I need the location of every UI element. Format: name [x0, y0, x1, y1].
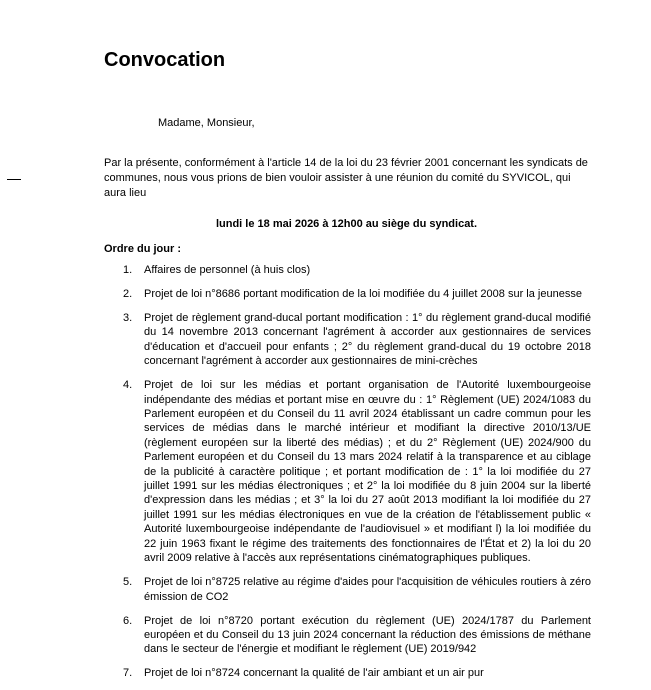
agenda-item-number: 3.	[123, 312, 133, 324]
agenda-item-number: 6.	[123, 614, 133, 627]
agenda-item	[104, 614, 591, 657]
agenda-item	[104, 287, 591, 301]
agenda-list	[104, 263, 591, 690]
agenda-item-text: Projet de loi n°8720 portant exécution du règlement (UE) 2024/1787 du Parlement européen et du Conseil du 13 juin 2024 concernant la réduction des émissions de méthane dans le secteur de l'énergie et modifiant le règlement (UE) 2019/942	[144, 614, 591, 656]
meeting-date: lundi le 18 mai 2026 à 12h00 au siège du syndicat.	[215, 218, 478, 230]
margin-mark	[7, 179, 21, 180]
agenda-item	[104, 575, 591, 604]
agenda-item-text: Affaires de personnel (à huis clos)	[144, 264, 311, 276]
agenda-item	[104, 666, 591, 680]
agenda-item-number: 4.	[123, 379, 133, 392]
agenda-item-number: 1.	[123, 264, 133, 276]
agenda-heading: Ordre du jour :	[104, 243, 181, 255]
agenda-item-number: 7.	[123, 667, 133, 680]
agenda-item-number: 5.	[123, 576, 133, 589]
agenda-item	[104, 311, 591, 369]
agenda-item	[104, 378, 591, 565]
agenda-item-text: Projet de loi n°8724 concernant la qualité de l'air ambiant et un air pur	[144, 667, 484, 680]
agenda-item-number: 2.	[123, 288, 133, 300]
intro-paragraph: Par la présente, conformément à l'article 14 de la loi du 23 février 2001 concernant les syndicats de communes, nous vous prions de bien vouloir assister à une réunion du comité du SYVICOL, qui aura lieu	[104, 157, 588, 199]
agenda-item-text: Projet de règlement grand-ducal portant modification : 1° du règlement grand-ducal modifié du 14 novembre 2013 concernant l'agrément à accorder aux gestionnaires de services d'éducation et d'accueil pour enfants ; 2° du règlement grand-ducal du 19 octobre 2018 concernant l'agrément à accorder aux gestionnaires de mini-crèches	[144, 312, 591, 368]
document-title: Convocation	[104, 49, 226, 71]
agenda-item-text: Projet de loi n°8725 relative au régime d'aides pour l'acquisition de véhicules routiers à zéro émission de CO2	[144, 576, 591, 603]
agenda-item-text: Projet de loi n°8686 portant modification de la loi modifiée du 4 juillet 2008 sur la jeunesse	[144, 288, 582, 300]
salutation: Madame, Monsieur,	[158, 117, 255, 129]
agenda-item-text: Projet de loi sur les médias et portant organisation de l'Autorité luxembourgeoise indépendante des médias et portant mise en œuvre du : 1° Règlement (UE) 2024/1083 du Parlement européen et du Conseil du 11 avril 2024 établissant un cadre commun pour les services de médias dans le marché intérieur et modifiant la directive 2010/13/UE (règlement européen sur la liberté des médias) ; et du 2° Règlement (UE) 2024/900 du Parlement européen et du Conseil du 13 mars 2024 relatif à la transparence et au ciblage de la publicité à caractère politique ; et portant modification de : 1° la loi modifiée du 27 juillet 1991 sur les médias électroniques ; et 2° la loi modifiée du 8 juin 2004 sur la liberté d'expression dans les médias ; et 3° la loi du 27 août 2013 modifiant la loi modifiée du 27 juillet 1991 sur les médias électroniques en vue de la création de l'établissement public « Autorité luxembourgeoise indépendante de l'audiovisuel » et modifiant l) la loi modifiée du 22 juin 1963 fixant le régime des traitements des fonctionnaires de l'État et 2) la loi du 20 avril 2009 relative à l'accès aux représentations cinématographiques publiques.	[144, 379, 591, 565]
agenda-item	[104, 263, 591, 277]
